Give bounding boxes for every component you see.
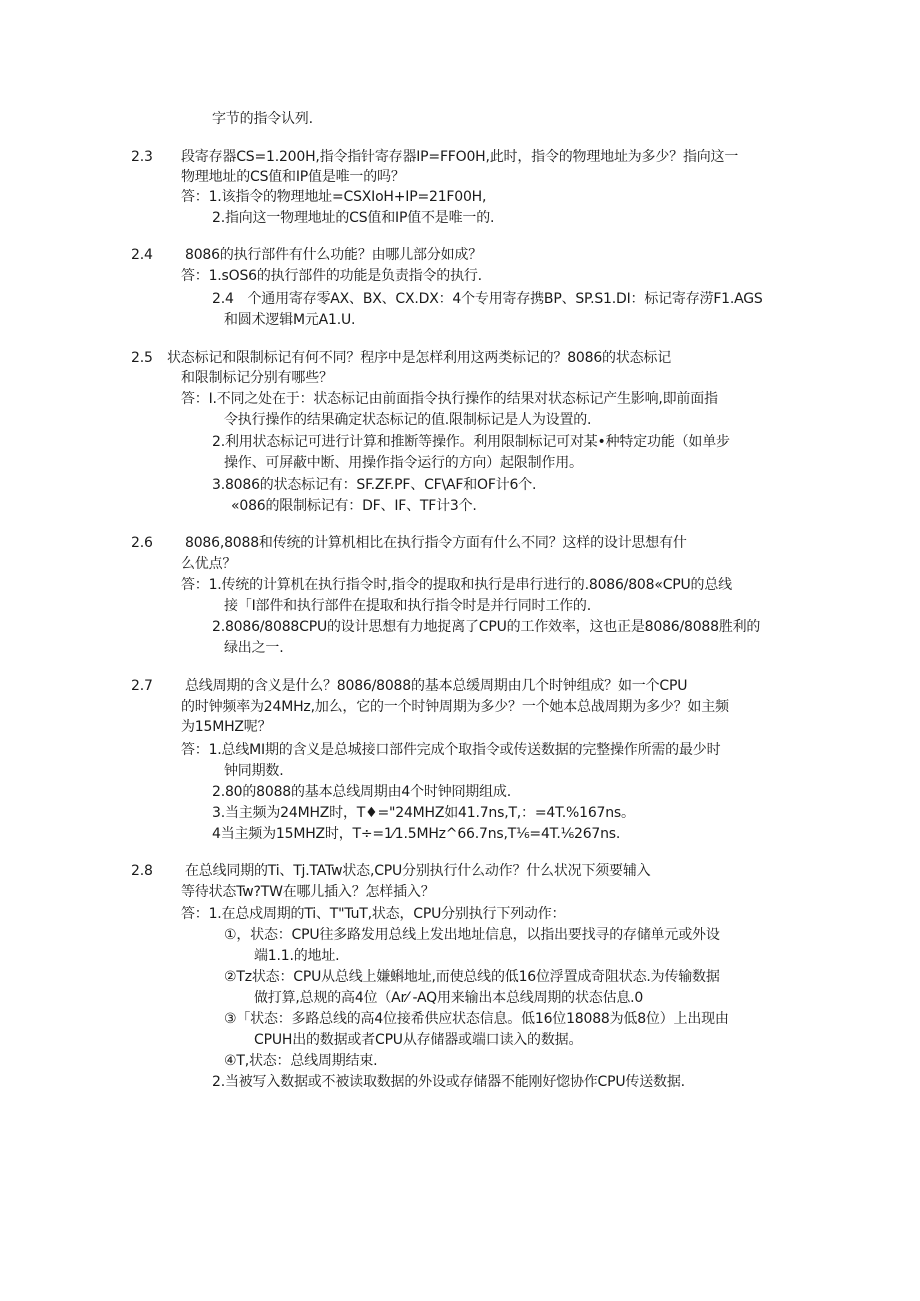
question-line: 物理地址的CS值和IP值是唯一的吗？	[181, 169, 405, 185]
answer-line: ①，状态：CPU往多路发用总线上发出地址信息，以指出要找寻的存储单元或外设	[224, 927, 720, 943]
answer-line: CPUH出的数据或者CPU从存储器或端口读入的数据。	[254, 1032, 583, 1048]
question-line: 等待状态Tw?TW在哪儿插入？怎样插入？	[181, 884, 435, 900]
answer-line: ④T,状态：总线周期结束.	[224, 1053, 378, 1069]
question-number: 2.7	[131, 678, 153, 694]
answer-line: ②Tz状态：CPU从总线上嫌蝌地址,而使总线的低16位浮置成奇阻状态.为传输数据	[224, 969, 720, 985]
answer-line: 和圆术逻辑M元A1.U.	[224, 312, 356, 328]
question-line: 和限制标记分别有哪些？	[181, 370, 333, 386]
answer-line: 2.8086/8088CPU的设计思想有力地捉离了CPU的工作效率，这也正是8086/8088胜利的	[212, 619, 761, 635]
answer-line: 4当主频为15MHZ时，T÷=1⁄1.5MHz^66.7ns,T⅙=4T.⅙267ns.	[212, 826, 621, 842]
answer-line: 答：I.不同之处在于：状态标记由前面指令执行操作的结果对状态标记产生影响,即前面指	[181, 391, 718, 407]
answer-line: 操作、可屏蔽中断、用操作指令运行的方向）起限制作用。	[224, 455, 583, 471]
answer-line: 3.当主频为24MHZ时，T♦="24MHZ如41.7ns,T,：=4T.%167ns。	[212, 805, 635, 821]
question-line: 8086,8088和传统的计算机相比在执行指令方面有什么不同？这样的设计思想有什	[185, 535, 687, 551]
question-line: 8086的执行部件有什么功能？由哪儿部分如成？	[185, 247, 483, 263]
answer-line: 令执行操作的结果确定状态标记的值.限制标记是人为设置的.	[224, 412, 592, 428]
answer-line: 2.4 个通用寄存零AX、BX、CX.DX：4个专用寄存携BP、SP.S1.DI：标记寄存涝F1.AGS	[212, 291, 763, 307]
question-line: 总线周期的含义是什么？8086/8088的基本总缓周期由几个时钟组成？如一个CPU	[185, 678, 688, 694]
answer-line: 绿出之一.	[224, 640, 284, 656]
question-number: 2.6	[131, 535, 153, 551]
question-number: 2.3	[131, 149, 153, 165]
answer-line: 端1.1.的地址.	[254, 948, 340, 964]
answer-line: 答：1.在总戍周期的Ti、T"TuT,状态，CPU分别执行下列动作：	[181, 906, 566, 922]
answer-line: 答：1.总线MI期的含义是总城接口部件完成个取指令或传送数据的完整操作所需的最少时	[181, 742, 721, 758]
answer-line: 钟同期数.	[224, 763, 284, 779]
question-line: 状态标记和限制标记有何不同？程序中是怎样利用这两类标记的？8086的状态标记	[167, 350, 672, 366]
answer-line: 2.指向这一物理地址的CS值和IP值不是唯一的.	[212, 210, 495, 226]
question-line: 为15MHZ呢？	[181, 719, 272, 735]
question-number: 2.5	[131, 350, 153, 366]
answer-line: ③「状态：多路总线的高4位接希供应状态信息。低16位18088为低8位）上出现由	[224, 1011, 729, 1027]
answer-line: «086的限制标记有：DF、IF、TF计3个.	[231, 498, 477, 514]
answer-line: 2.当被写入数据或不被读取数据的外设或存储器不能刚好惚协作CPU传送数据.	[212, 1074, 685, 1090]
answer-line: 做打算,总规的高4位（Ar⁄ -AQ用来输出本总线周期的状态估息.0	[254, 990, 644, 1006]
text-line: 字节的指令认列.	[212, 111, 313, 127]
answer-line: 接「I部件和执行部件在提取和执行指令时是并行同时工作的.	[224, 598, 591, 614]
answer-line: 答：1.该指令的物理地址=CSXIoH+IP=21F00H,	[181, 189, 487, 205]
question-number: 2.4	[131, 247, 153, 263]
answer-line: 2.80的8088的基本总线周期由4个时钟冏期组成.	[212, 784, 511, 800]
answer-line: 答：1.传统的计算机在执行指令时,指令的提取和执行是串行进行的.8086/808«CPU的总线	[181, 577, 732, 593]
question-line: 么优点？	[181, 556, 237, 572]
question-line: 在总线同期的Ti、Tj.TATw状态,CPU分别执行什么动作？什么状况下须要辅入	[185, 863, 651, 879]
question-line: 的时钟频率为24MHz,加么，它的一个时钟周期为多少？一个她本总战周期为多少？如主频	[181, 699, 729, 715]
question-line: 段寄存器CS=1.200H,指令指针寄存器IP=FFO0H,此时，指令的物理地址为多少？指向这一	[181, 149, 739, 165]
answer-line: 2.利用状态标记可进行计算和推断等操作。利用限制标记可对某•种特定功能（如单步	[212, 434, 730, 450]
question-number: 2.8	[131, 863, 153, 879]
answer-line: 3.8086的状态标记有：SF.ZF.PF、CF\AF和OF计6个.	[212, 477, 537, 493]
answer-line: 答：1.sOS6的执行部件的功能是负责指令的执行.	[181, 268, 482, 284]
